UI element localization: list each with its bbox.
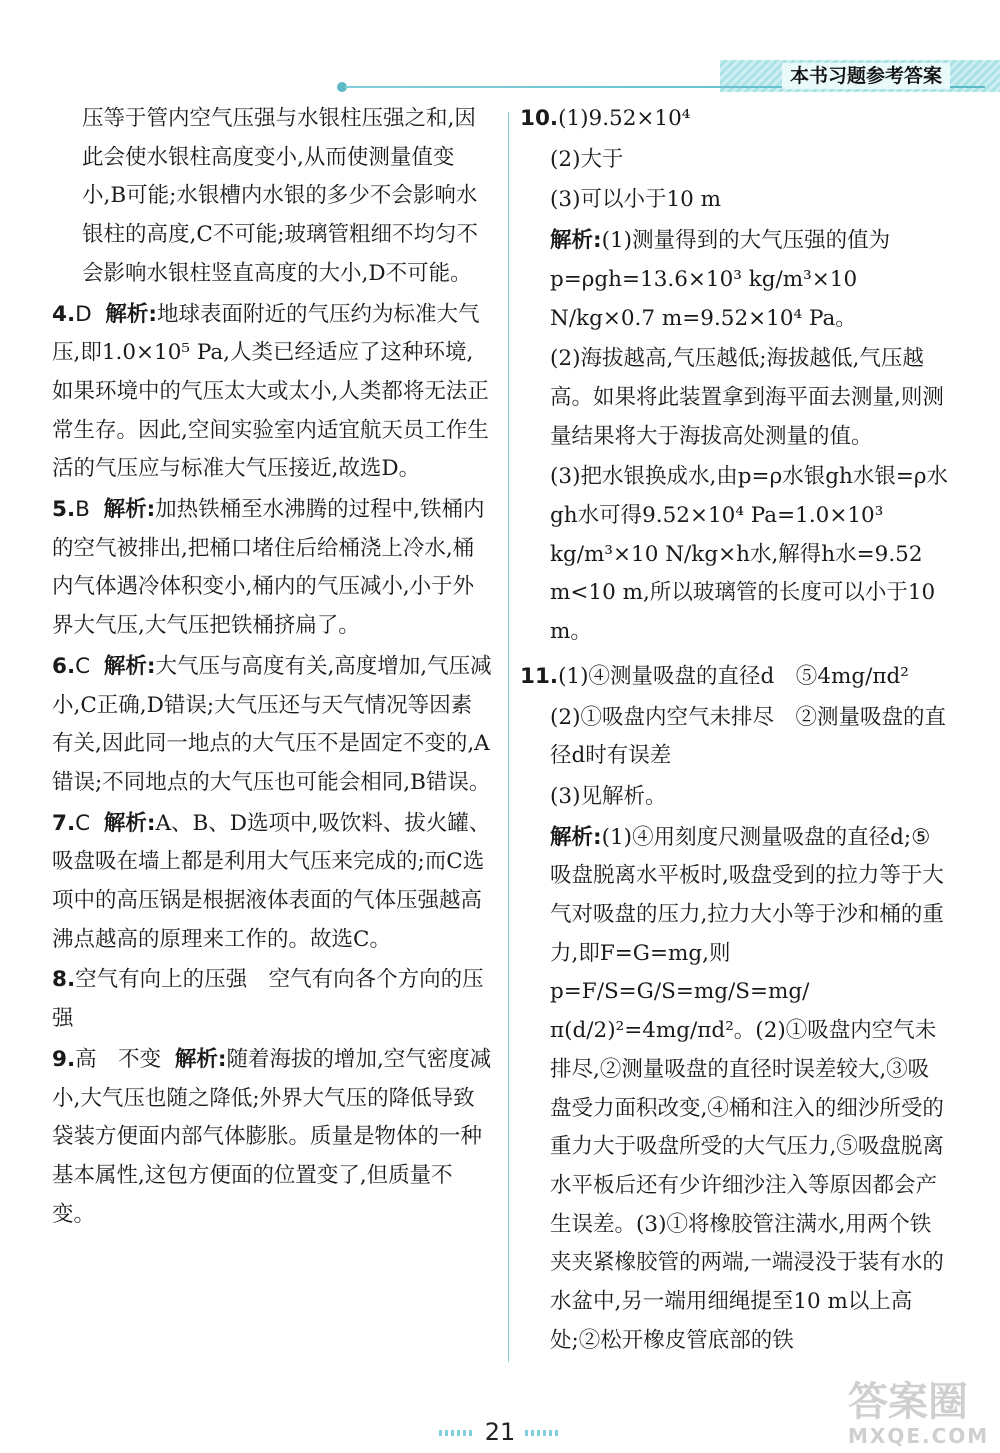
footer-decoration-left: [439, 1430, 475, 1436]
answer-4: 4.D 解析:地球表面附近的气压约为标准大气压,即1.0×10⁵ Pa,人类已经适应了这种环境,如果环境中的气压太大或太小,人类都将无法正常生存。因此,空间实验室内适宜航天员工作生活的气压应与标准大气压接近,故选D。: [52, 301, 489, 482]
column-divider: [508, 112, 509, 1362]
left-column: [52, 100, 492, 1236]
watermark-main: 答案圈: [848, 1379, 968, 1425]
answer-10-explanation-3: (3)把水银换成水,由p=ρ水银gh水银=ρ水gh水可得9.52×10⁴ Pa=1.0×10³ kg/m³×10 N/kg×h水,解得h水=9.52 m<10 m,所以玻璃管的长度可以小于10 m。: [550, 464, 948, 645]
answer-11-part-3: (3)见解析。: [550, 783, 667, 809]
answer-3-continued: 压等于管内空气压强与水银柱压强之和,因此会使水银柱高度变小,从而使测量值变小,B可能;水银槽内水银的多少不会影响水银柱的高度,C不可能;玻璃管粗细不均匀不会影响水银柱竖直高度的大小,D不可能。: [82, 106, 479, 286]
answer-6: 6.C 解析:大气压与高度有关,高度增加,气压减小,C正确,D错误;大气压还与天气情况等因素有关,因此同一地点的大气压不是固定不变的,A错误;不同地点的大气压也可能会相同,B错误。: [52, 653, 492, 795]
answer-11: 11.(1)④测量吸盘的直径d ⑤4mg/πd²: [520, 663, 909, 689]
answer-10-part-2: (2)大于: [550, 146, 624, 172]
answer-8: 8.空气有向上的压强 空气有向各个方向的压强: [52, 967, 484, 1032]
footer-decoration-right: [525, 1430, 561, 1436]
right-column: [520, 100, 950, 1363]
header-title: 本书习题参考答案: [782, 63, 950, 89]
page-number: 21: [484, 1418, 516, 1446]
answer-7: 7.C 解析:A、B、D选项中,吸饮料、拔火罐、吸盘吸在墙上都是利用大气压来完成的;而C选项中的高压锅是根据液体表面的气体压强越高沸点越高的原理来工作的。故选C。: [52, 810, 491, 952]
answer-10-explanation-1: 解析:(1)测量得到的大气压强的值为p=ρgh=13.6×10³ kg/m³×10 N/kg×0.7 m=9.52×10⁴ Pa。: [550, 228, 891, 331]
answer-11-explanation: 解析:(1)④用刻度尺测量吸盘的直径d;⑤吸盘脱离水平板时,吸盘受到的拉力等于大气对吸盘的压力,拉力大小等于沙和桶的重力,即F=G=mg,则p=F/S=G/S=mg/S=mg/π(d/2)²=4mg/πd²。(2)①吸盘内空气未排尽,②测量吸盘的直径时误差较大,③吸盘受力面积改变,④桶和注入的细沙所受的重力大于吸盘所受的大气压力,⑤吸盘脱离水平板后还有少许细沙注入等原因都会产生误差。(3)①将橡胶管注满水,用两个铁夹夹紧橡胶管的两端,一端浸没于装有水的水盆中,另一端用细绳提至10 m以上高处;②松开橡皮管底部的铁: [550, 824, 944, 1353]
watermark-sub: MXQE.COM: [848, 1424, 990, 1448]
answer-11-part-2: (2)①吸盘内空气未排尽 ②测量吸盘的直径d时有误差: [550, 704, 946, 769]
watermark-logo: [848, 1380, 998, 1452]
answer-10: 10.(1)9.52×10⁴: [520, 106, 691, 131]
answer-5: 5.B 解析:加热铁桶至水沸腾的过程中,铁桶内的空气被排出,把桶口堵住后给桶浇上冷水,桶内气体遇冷体积变小,桶内的气压减小,小于外界大气压,大气压把铁桶挤扁了。: [52, 497, 485, 639]
answer-9: 9.高 不变 解析:随着海拔的增加,空气密度减小,大气压也随之降低;外界大气压的降低导致袋装方便面内部气体膨胀。质量是物体的一种基本属性,这包方便面的位置变了,但质量不变。: [52, 1046, 492, 1227]
answer-10-part-3: (3)可以小于10 m: [550, 187, 722, 213]
answer-10-explanation-2: (2)海拔越高,气压越低;海拔越低,气压越高。如果将此装置拿到海平面去测量,则测量结果将大于海拔高处测量的值。: [550, 346, 944, 449]
